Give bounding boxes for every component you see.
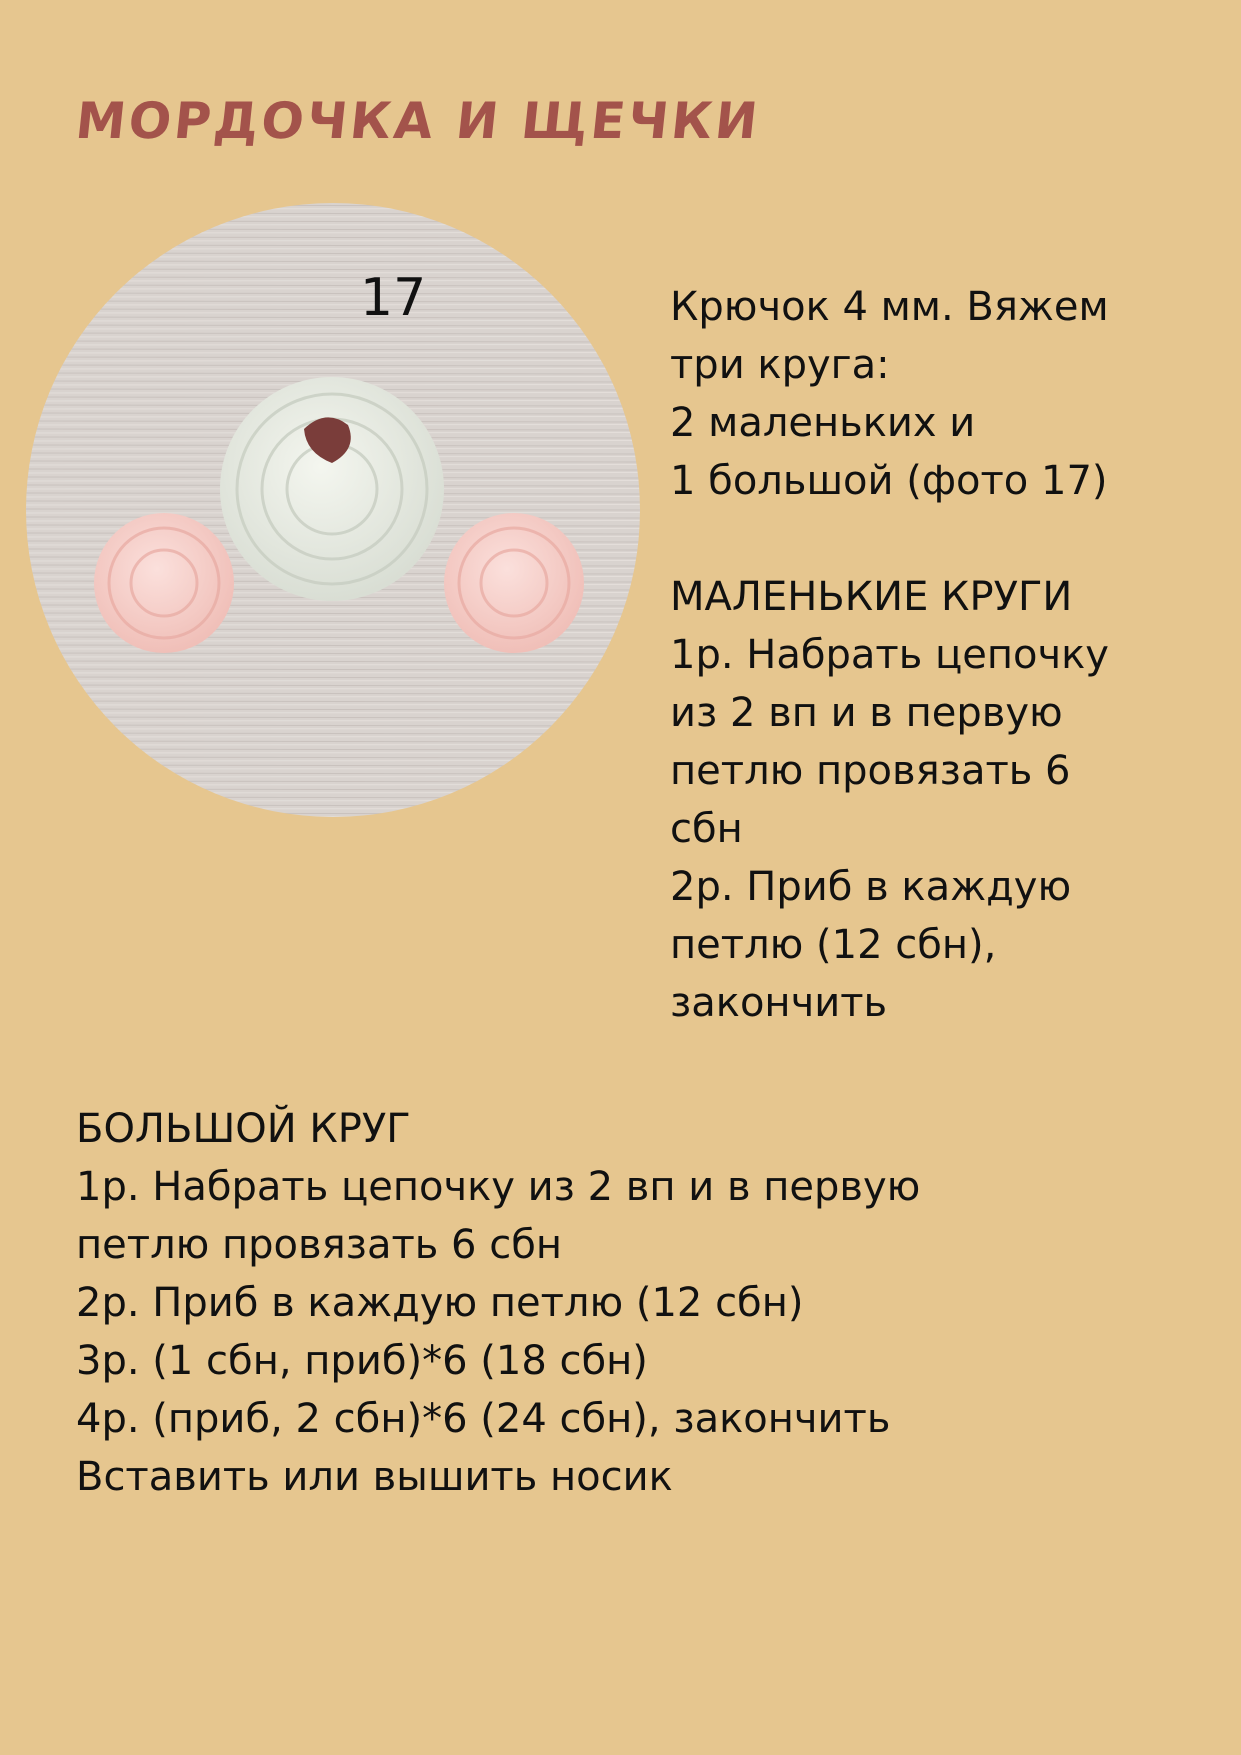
crochet-circles-photo — [26, 203, 640, 817]
big-circle-line: 1р. Набрать цепочку из 2 вп и в первую — [76, 1164, 921, 1210]
page-title: МОРДОЧКА И ЩЕЧКИ — [72, 92, 764, 150]
big-circle-line: Вставить или вышить носик — [76, 1454, 673, 1500]
intro-line: Крючок 4 мм. Вяжем — [670, 284, 1109, 330]
intro-line: 2 маленьких и — [670, 400, 976, 446]
spacer — [670, 510, 1230, 568]
small-circles-line: 2р. Приб в каждую — [670, 864, 1072, 910]
big-circle-line: 3р. (1 сбн, приб)*6 (18 сбн) — [76, 1338, 648, 1384]
big-circle-heading: БОЛЬШОЙ КРУГ — [76, 1106, 411, 1152]
intro-and-small-circles — [670, 278, 1230, 1032]
small-circles-line: закончить — [670, 980, 888, 1026]
intro-line: 1 большой (фото 17) — [670, 458, 1108, 504]
small-circles-line: 1р. Набрать цепочку — [670, 632, 1109, 678]
intro-line: три круга: — [670, 342, 890, 388]
big-circle-line: 2р. Приб в каждую петлю (12 сбн) — [76, 1280, 804, 1326]
big-circle-section — [76, 1100, 1216, 1506]
small-circles-line: сбн — [670, 806, 743, 852]
small-circles-line: петлю провязать 6 — [670, 748, 1071, 794]
big-circle-line: 4р. (приб, 2 сбн)*6 (24 сбн), закончить — [76, 1396, 891, 1442]
photo-number-label: 17 — [360, 268, 427, 328]
big-circle-line: петлю провязать 6 сбн — [76, 1222, 563, 1268]
small-circles-line: из 2 вп и в первую — [670, 690, 1063, 736]
small-circles-heading: МАЛЕНЬКИЕ КРУГИ — [670, 574, 1073, 620]
small-circles-line: петлю (12 сбн), — [670, 922, 997, 968]
